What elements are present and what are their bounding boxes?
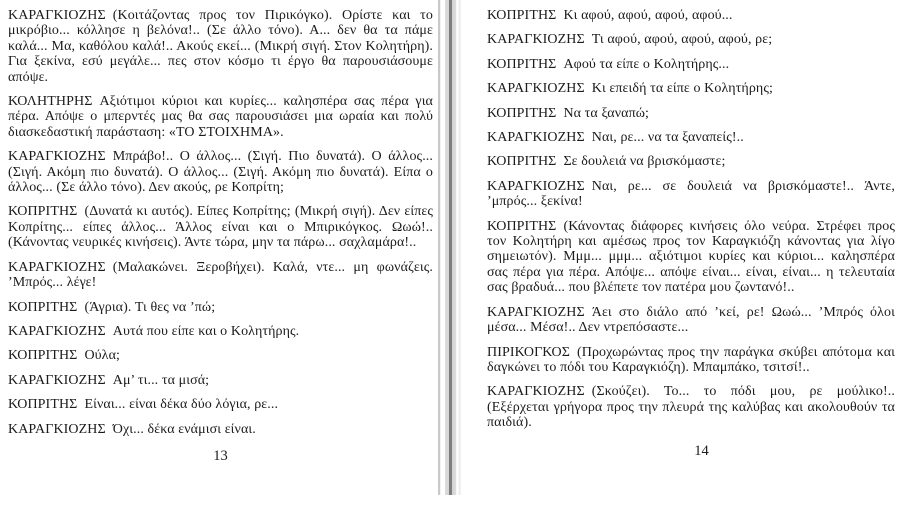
book-spine-divider (437, 0, 462, 495)
dialogue-text: Τι αφού, αφού, αφού, αφού, ρε; (591, 32, 773, 48)
dialogue-line (487, 106, 895, 121)
speaker-name: ΚΑΡΑΓΚΙΟΖΗΣ (487, 81, 585, 97)
speaker-name: ΚΑΡΑΓΚΙΟΖΗΣ (487, 304, 585, 320)
dialogue-text: (Κοιτάζοντας προς τον Πιρικόγκο). Ορίστε και το μικρόβιο... κόλλησε η βελόνα!.. (Σε άλλο τόνο). Α... δεν θα τα πάμε καλά... Μα, καθόλου καλά!.. Ακούς εκεί... (Μικρή σιγή. Στον Κολητήρη). Για ξεκίνα, εσύ μεγάλε... πες στον κόσμο τι έργο θα παρουσιάσουμε απόψε. (8, 8, 433, 85)
dialogue-line (8, 348, 433, 363)
dialogue-text: Αυτά που είπε και ο Κολητήρης. (112, 323, 300, 339)
dialogue-line (487, 219, 895, 296)
dialogue-line (8, 260, 433, 291)
dialogue-text: Ναι, ρε... να τα ξαναπείς!.. (591, 130, 744, 146)
speaker-name: ΚΟΠΡΙΤΗΣ (8, 397, 78, 413)
dialogue-line (8, 8, 433, 85)
speaker-name: ΚΟΠΡΙΤΗΣ (8, 348, 78, 364)
dialogue-text: Αξιότιμοι κύριοι και κυρίες... καλησπέρα σας πέρα για πέρα. Απόψε ο μπερντές μας θα σας παρουσιάσει μια ωραία και πολύ διασκεδαστική παράσταση: «ΤΟ ΣΤΟΙΧΗΜΑ». (8, 94, 433, 140)
speaker-name: ΚΟΠΡΙΤΗΣ (487, 8, 557, 23)
dialogue-line (8, 324, 433, 339)
dialogue-text: Αφού τα είπε ο Κολητήρης... (563, 56, 730, 72)
dialogue-text: Άει στο διάλο από ’κεί, ρε! Ωωώ... ’Μπρός όλοι μέσα... Μέσα!.. Δεν ντρεπόσαστε... (487, 304, 895, 336)
speaker-name: ΚΑΡΑΓΚΙΟΖΗΣ (8, 259, 106, 275)
dialogue-text: (Σκούζει). Το... το πόδι μου, ρε μούλικο!.. (Εξέρχεται γρήγορα προς την πλευρά της καλύβας και ακολουθούν τα παιδιά). (487, 384, 895, 431)
page-number: 14 (694, 443, 709, 459)
speaker-name: ΚΟΛΗΤΗΡΗΣ (8, 94, 93, 110)
dialogue-text: Είναι... είναι δέκα δύο λόγια, ρε... (84, 397, 279, 413)
dialogue-text: (Δυνατά κι αυτός). Είπες Κοπρίτης; (Μικρή σιγή). Δεν είπες Κοπρίτης... είπες άλλος... Άλλος είναι και ο Μπιρικόγκος. Ωωώ!.. (Κάνοντας νευρικές κινήσεις). Άντε τώρα, μην τα πάρω... σαχλαμάρα!.. (8, 204, 433, 251)
dialogue-line (8, 149, 433, 195)
dialogue-text: Όχι... δέκα ενάμισι είναι. (112, 421, 256, 437)
speaker-name: ΚΑΡΑΓΚΙΟΖΗΣ (487, 178, 585, 194)
dialogue-line (487, 154, 895, 169)
speaker-name: ΚΑΡΑΓΚΙΟΖΗΣ (8, 421, 106, 437)
dialogue-line (8, 94, 433, 140)
dialogue-text: Ούλα; (84, 348, 120, 364)
page-left (0, 0, 437, 506)
dialogue-line (8, 204, 433, 250)
dialogue-line (487, 345, 895, 376)
page-number: 13 (213, 448, 228, 464)
dialogue-line (487, 305, 895, 336)
speaker-name: ΚΑΡΑΓΚΙΟΖΗΣ (8, 149, 106, 165)
dialogue-text: Μπράβο!.. Ο άλλος... (Σιγή. Πιο δυνατά). Ο άλλος... (Σιγή. Ακόμη πιο δυνατά). Ο άλλος... (Σιγή. Ακόμη πιο δυνατά). Είπα ο άλλος... (Σε άλλο τόνο). Δεν ακούς, ρε Κοπρίτη; (8, 149, 433, 196)
speaker-name: ΚΑΡΑΓΚΙΟΖΗΣ (8, 323, 106, 339)
dialogue-text: (Μαλακώνει. Ξεροβήχει). Καλά, ντε... μη φωνάζεις. ’Μπρός... λέγε! (8, 259, 433, 291)
dialogue-text: Να τα ξαναπώ; (563, 105, 650, 121)
dialogue-line (487, 179, 895, 210)
speaker-name: ΚΟΠΡΙΤΗΣ (8, 204, 78, 220)
speaker-name: ΚΑΡΑΓΚΙΟΖΗΣ (487, 32, 585, 48)
dialogue-line (487, 57, 895, 72)
speaker-name: ΚΟΠΡΙΤΗΣ (487, 105, 557, 121)
dialogue-text: (Κάνοντας διάφορες κινήσεις όλο νεύρα. Στρέφει προς τον Κολητήρη και αμέσως προς τον Καραγκιόζη κάνοντας για λίγο σημειωτόν). Μμμ... μμμ... αξιότιμοι κυρίες και κύριοι... καλησπέρα σας πέρα για πέρα. Απόψε... απόψε είναι... είναι, είναι... η τελευταία σας βραδυά... που βλέπετε τον πατέρα μου ζωντανό!.. (487, 218, 895, 296)
dialogue-line (487, 81, 895, 96)
dialogue-text: (Άγρια). Τι θες να ’πώ; (84, 299, 216, 315)
page-right (462, 0, 901, 506)
speaker-name: ΚΟΠΡΙΤΗΣ (8, 299, 78, 315)
speaker-name: ΚΑΡΑΓΚΙΟΖΗΣ (487, 130, 585, 146)
dialogue-text: Αμ’ τι... τα μισά; (112, 372, 210, 388)
dialogue-line (487, 130, 895, 145)
dialogue-line (487, 384, 895, 430)
dialogue-text: Κι επειδή τα είπε ο Κολητήρης; (591, 81, 773, 97)
dialogue-text: Ναι, ρε... σε δουλειά να βρισκόμαστε!.. Άντε, ’μπρός... ξεκίνα! (487, 178, 895, 210)
dialogue-line (8, 373, 433, 388)
dialogue-text: Σε δουλειά να βρισκόμαστε; (563, 154, 726, 170)
speaker-name: ΚΟΠΡΙΤΗΣ (487, 218, 557, 234)
dialogue-text: Κι αφού, αφού, αφού, αφού... (563, 8, 733, 23)
speaker-name: ΚΑΡΑΓΚΙΟΖΗΣ (8, 8, 106, 23)
dialogue-text: (Προχωρώντας προς την παράγκα σκύβει απότομα και δαγκώνει το πόδι του Καραγκιόζη). Μπαμπάκο, τσιτσί!.. (487, 344, 895, 375)
dialogue-line (8, 422, 433, 437)
dialogue-line (8, 397, 433, 412)
dialogue-line (487, 32, 895, 47)
speaker-name: ΚΑΡΑΓΚΙΟΖΗΣ (8, 372, 106, 388)
dialogue-line (487, 8, 895, 23)
speaker-name: ΚΑΡΑΓΚΙΟΖΗΣ (487, 384, 585, 400)
speaker-name: ΠΙΡΙΚΟΓΚΟΣ (487, 344, 570, 360)
dialogue-line (8, 300, 433, 315)
speaker-name: ΚΟΠΡΙΤΗΣ (487, 56, 557, 72)
speaker-name: ΚΟΠΡΙΤΗΣ (487, 154, 557, 170)
